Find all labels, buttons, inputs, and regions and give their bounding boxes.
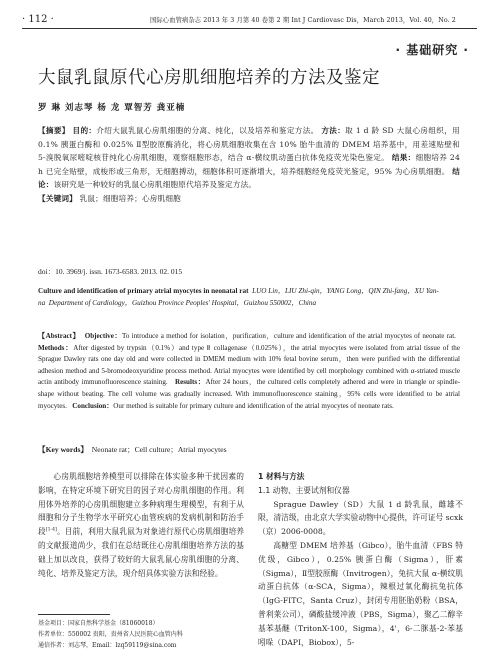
footnote-rule bbox=[38, 614, 110, 615]
purpose-label: 目的： bbox=[72, 126, 97, 135]
english-affiliation: Department of Cardiology，Guizhou Province Peoples' Hospital，Guizhou 550002，China bbox=[48, 298, 317, 307]
subsection-heading: 1.1 动物、主要试剂和仪器 bbox=[258, 485, 350, 495]
doi: doi：10. 3969/j. issn. 1673-6583. 2013. 02. 015 bbox=[38, 267, 183, 276]
keywords-text: 乳鼠；细胞培养；心房肌细胞 bbox=[79, 193, 181, 203]
en-methods-label: Methods： bbox=[38, 343, 74, 352]
footnote-correspondence: 通信作者：刘志琴，Email：lzq59119@sina.com bbox=[38, 642, 177, 649]
journal-header: 国际心血管病杂志 2013 年 3 月第 40 卷第 2 期 Int J Cardiovasc Dis，March 2013，Vol. 40，No. 2 bbox=[150, 17, 456, 24]
intro-text-2: 。目前，利用大鼠乳鼠为对象进行原代心房肌细胞培养的文献报道尚少，我们在总结既往心房肌细胞培养方法的基础上加以改良，获得了较好的大鼠乳鼠心房肌细胞的分离、纯化、培养及鉴定方法，现介绍具体实验方法和经验。 bbox=[38, 527, 244, 578]
method-text: 取 1 d 龄 SD 大鼠心房组织，用 0.1% 胰蛋白酶和 0.025% Ⅱ型胶原酶消化，将心房肌细胞收集在含 10% 胎牛血清的 DMEM 培养基中，用差速贴壁和 5-溴脱氧尿嘧啶核苷纯化心房肌细胞，观察细胞形态，结合 α-横纹肌动蛋白抗体免疫荧光染色鉴定。 bbox=[38, 126, 460, 163]
english-abstract bbox=[38, 331, 460, 412]
chinese-abstract bbox=[38, 124, 460, 206]
result-text: 细胞培养 24 h 已完全贴壁，成梭形或三角形，无细胞搏动，细胞体积可逐渐增大，培养细胞经免疫荧光鉴定，95% 为心房肌细胞。 bbox=[38, 153, 460, 176]
conclusion-text: 该研究是一种较好的乳鼠心房肌细胞原代培养及鉴定方法。 bbox=[53, 180, 257, 190]
en-results-text: After 24 hours，the cultured cells completely adhered and were in triangle or spindle-shape without beating. The cell volume was gradually increased. With immunofluorescence staining，95% cells were identified to be atrial myocytes. bbox=[38, 378, 460, 410]
method-label: 方法： bbox=[321, 126, 346, 135]
intro-text-1: 心房肌细胞培养模型可以排除在体实验多种干扰因素的影响，在特定环境下研究目的因子对心房肌细胞的作用。利用体外培养的心房肌细胞建立多种病理生理模型，有利于从细胞和分子生物学水平研究心血管疾病的发病机制和防治手段 bbox=[38, 472, 244, 537]
section-label: · 基础研究 · bbox=[395, 43, 469, 57]
animals-paragraph: Sprague Dawley（SD）大鼠 1 d 龄乳鼠，雌雄不限，清洁级，由北京大学实验动物中心提供，许可证号 scxk（京）2006-0008。 bbox=[258, 499, 463, 537]
abstract-label: 【摘要】 bbox=[38, 126, 70, 135]
body-right-column bbox=[258, 470, 463, 649]
footnote-affiliation: 作者单位：550002 贵阳，贵州省人民医院心血管内科 bbox=[38, 631, 183, 638]
intro-paragraph bbox=[38, 470, 244, 580]
footnote-funding: 基金项目：国家自然科学基金（81060018） bbox=[38, 620, 159, 627]
purpose-text: 介绍大鼠乳鼠心房肌细胞的分离、纯化，以及培养和鉴定方法。 bbox=[96, 126, 319, 135]
page-number: · 112 · bbox=[22, 14, 54, 25]
article-title: 大鼠乳鼠原代心房肌细胞培养的方法及鉴定 bbox=[38, 68, 380, 88]
en-abstract-label: 【Abstract】 bbox=[38, 332, 81, 340]
author-list: 罗 琳 刘志琴 杨 龙 覃智芳 龚亚楠 bbox=[38, 103, 186, 113]
reagents-paragraph: 高糖型 DMEM 培养基（Gibco），胎牛血清（FBS 特优级，Gibco），0.25% 胰蛋白酶（Sigma），肝素（Sigma），Ⅱ型胶原酶（Invitrogen），兔抗大鼠 α-横纹肌动蛋白抗体（α-SCA，Sigma），辣根过氧化酶抗兔抗体（IgG-FITC，Santa Cruz），封闭专用胚胎奶粉（BSA，普利莱公司），磷酸盐缓冲液（PBS，Sigma），聚乙二醇辛基苯基醚（TritonX-100，Sigma），4'，6-二脒基-2-苯基吲哚（DAPI，Biobox），5- bbox=[258, 540, 463, 647]
en-objective-text: To introduce a method for isolation，purification，culture and identification of the atrial myocytes of neonate rat. bbox=[121, 332, 456, 340]
citation-ref[interactable]: [1-4] bbox=[45, 527, 57, 533]
footnotes bbox=[38, 618, 244, 651]
en-keywords-label: 【Key words】 bbox=[38, 445, 88, 454]
keywords-label: 【关键词】 bbox=[38, 193, 77, 203]
conclusion-label: 结论： bbox=[38, 166, 460, 190]
english-title: Culture and identification of primary atrial myocytes in neonatal rat bbox=[38, 287, 249, 295]
english-keywords bbox=[38, 444, 227, 455]
en-keywords-text: Neonate rat；Cell culture；Atrial myocytes bbox=[91, 445, 227, 454]
en-results-label: Results： bbox=[175, 378, 206, 387]
english-title-block bbox=[38, 286, 460, 309]
body-left-column bbox=[38, 470, 244, 580]
en-conclusion-text: Our method is suitable for primary culture and identification of the atrial myocytes of neonate rats. bbox=[113, 401, 394, 410]
en-methods-text: After digested by trypsin（0.1%）and type Ⅱ collagenase（0.025%），the atrial myocytes were isolated from atrial tissue of the Sprague Dawley rats one day old and were collected in DMEM medium with 10% fetal bovine serum，then were purified with the differential adhesion method and 5-bromodeoxyuridine process method. Atrial myocytes were identified by cell morphology combined with α-striated muscle actin antibody immunofluorescence staining. bbox=[38, 343, 460, 387]
result-label: 结果： bbox=[391, 153, 416, 163]
en-objective-label: Objective： bbox=[84, 332, 122, 340]
english-authors: LUO Lin，LIU Zhi-qin，YANG Long，QIN Zhi-fang，XU Yan-na bbox=[38, 287, 439, 307]
en-conclusion-label: Conclusion： bbox=[72, 401, 114, 410]
header-rule bbox=[22, 28, 477, 29]
section-heading: 1 材料与方法 bbox=[258, 472, 305, 481]
